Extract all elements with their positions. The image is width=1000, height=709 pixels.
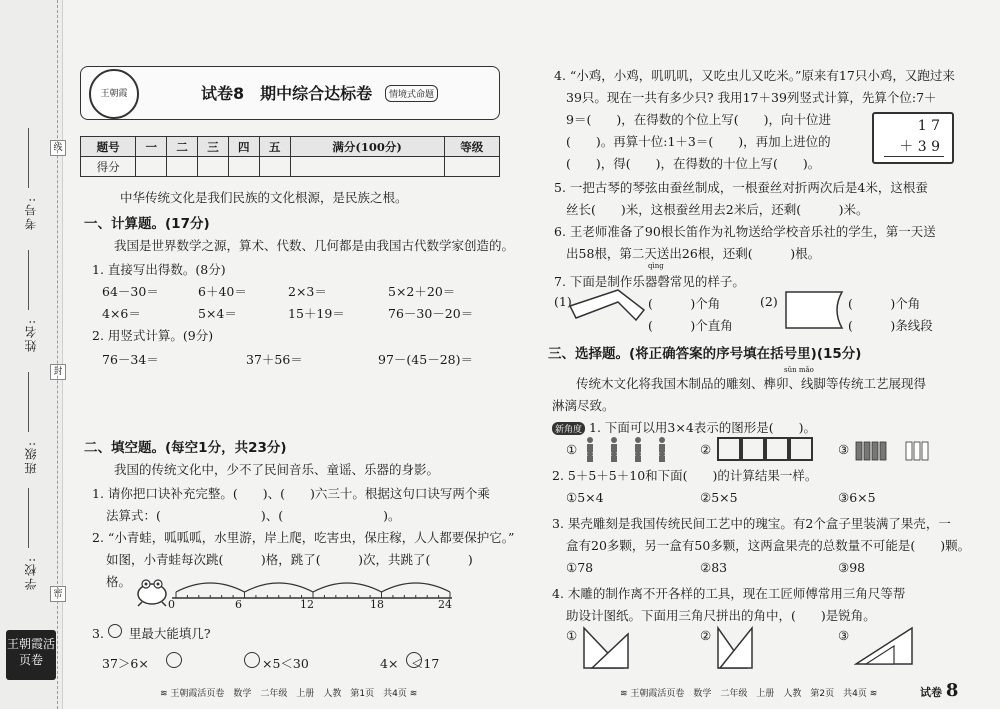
brand-logo: 王朝霞活页卷	[6, 630, 56, 680]
page-number	[920, 680, 958, 701]
triangle-ruler-figure-3	[854, 624, 914, 670]
q3-2-option[interactable]: ①5×4	[566, 490, 604, 505]
paper-tag: 情境式命题	[385, 85, 438, 102]
score-cell[interactable]	[259, 157, 290, 177]
score-cell: 等级	[444, 137, 499, 157]
fence-figure	[854, 436, 954, 464]
paper-title: 试卷8 期中综合达标卷	[201, 84, 373, 103]
seal-top: 线	[50, 140, 66, 156]
seal-mid: 封	[50, 364, 66, 380]
section3-intro-b: 淋漓尽致。	[552, 398, 615, 413]
footer-right: ≋ 王朝霞活页卷 数学 二年级 上册 人教 第2页 共4页 ≋	[620, 689, 878, 699]
cut-line	[57, 0, 58, 709]
q1-1: 1. 直接写出得数。(8分)	[92, 262, 226, 277]
frog-icon	[138, 580, 166, 606]
q2-2a: 2. “小青蛙，呱呱呱，水里游，岸上爬，吃害虫，保庄稼，人人都要保护它。”	[92, 530, 515, 545]
people-groups-figure	[584, 434, 696, 462]
squares-figure	[716, 436, 816, 464]
pinyin-qing: qìng	[648, 262, 664, 270]
calc-item: 5×2＋20＝	[388, 284, 456, 299]
new-angle-badge: 新角度	[552, 422, 585, 435]
score-cell: 三	[198, 137, 229, 157]
score-cell[interactable]	[290, 157, 444, 177]
paper-header	[80, 66, 500, 120]
q1-2: 2. 用竖式计算。(9分)	[92, 328, 214, 343]
calc-item: 76－34＝	[102, 352, 159, 367]
q2-1b: 法算式：( )、( )。	[106, 508, 401, 523]
score-cell: 二	[167, 137, 198, 157]
score-cell[interactable]	[198, 157, 229, 177]
q2-7-segments: ( )条线段	[848, 318, 933, 333]
number-line-figure	[134, 572, 464, 616]
tick-label-12: 12	[300, 598, 314, 611]
score-value-row	[81, 157, 500, 177]
ring-icon	[108, 624, 122, 638]
page-label: 试卷	[920, 686, 942, 699]
jump-arcs	[176, 583, 450, 592]
addend-top: 1 7	[917, 118, 940, 134]
vertical-addition-box	[872, 112, 954, 164]
footer-left: ≋ 王朝霞活页卷 数学 二年级 上册 人教 第1页 共4页 ≋	[160, 689, 418, 699]
q2-6a: 6. 王老师准备了90根长笛作为礼物送给学校音乐社的学生，第一天送	[554, 224, 936, 239]
q3-1-option-2[interactable]: ②	[700, 442, 712, 457]
score-table	[80, 136, 500, 177]
q3-1-text: 1. 下面可以用3×4表示的图形是( )。	[589, 420, 817, 435]
tick-label-6: 6	[235, 598, 242, 611]
calc-item: 4×6＝	[102, 306, 141, 321]
exam-no-line	[28, 128, 29, 188]
q2-4d: ( )。再算十位:1＋3＝( )，再加上进位的	[566, 134, 831, 149]
ring-icon[interactable]	[166, 652, 182, 668]
calc-item: 76－30－20＝	[388, 306, 474, 321]
score-cell[interactable]	[228, 157, 259, 177]
score-cell: 满分(100分)	[290, 137, 444, 157]
q2-3-item: 37＞6×	[102, 656, 149, 671]
chevron-shape-figure	[568, 288, 646, 332]
q2-4c: 9＝( )，在得数的个位上写( )，向十位进	[566, 112, 831, 127]
q2-7-right-angles: ( )个直角	[648, 318, 733, 333]
score-cell[interactable]	[444, 157, 499, 177]
q2-7-angles-2: ( )个角	[848, 296, 921, 311]
triangle-ruler-figure-1	[582, 624, 632, 670]
q3-4a: 4. 木雕的制作离不开各样的工具，现在工匠师傅常用三角尺等帮	[552, 586, 906, 601]
q3-4-option-1[interactable]: ①	[566, 628, 578, 643]
jump-arc	[382, 583, 451, 592]
tick-label-24: 24	[438, 598, 452, 611]
calc-item: 2×3＝	[288, 284, 327, 299]
school-label: 学校:	[24, 556, 38, 591]
score-header-row	[81, 137, 500, 157]
school-line	[28, 488, 29, 548]
score-cell[interactable]	[167, 157, 198, 177]
q3-3b: 盒有20多颗，另一盒有50多颗，这两盒果壳的总数量不可能是( )颗。	[566, 538, 971, 553]
q2-5b: 丝长( )米，这根蚕丝用去2米后，还剩( )米。	[566, 202, 869, 217]
calc-item: 6＋40＝	[198, 284, 247, 299]
name-line	[28, 250, 29, 310]
tick-label-18: 18	[370, 598, 384, 611]
ring-icon[interactable]	[406, 652, 422, 668]
addend-bottom: ＋ 3 9	[899, 139, 940, 155]
section1-intro: 我国是世界数学之源，算术、代数、几何都是由我国古代数学家创造的。	[114, 238, 515, 253]
q2-3-item: 4× ＜17	[380, 656, 440, 671]
q2-5a: 5. 一把古琴的琴弦由蚕丝制成，一根蚕丝对折两次后是4米，这根蚕	[554, 180, 928, 195]
q3-3-option[interactable]: ①78	[566, 560, 594, 575]
q2-1a: 1. 请你把口诀补充完整。( )、( )六三十。根据这句口诀写两个乘	[92, 486, 490, 501]
class-line	[28, 372, 29, 432]
score-cell: 题号	[81, 137, 136, 157]
q3-1-option-1[interactable]: ①	[566, 442, 578, 457]
pinyin-sunmao: sǔn mǎo	[784, 366, 814, 374]
section2-intro: 我国的传统文化中，少不了民间音乐、童谣、乐器的身影。	[114, 462, 440, 477]
calc-item: 15＋19＝	[288, 306, 345, 321]
q3-2: 2. 5＋5＋5＋10和下面( )的计算结果一样。	[552, 468, 818, 483]
jump-arc	[245, 583, 314, 592]
seal-bottom: 密	[50, 586, 66, 602]
section3-intro-a: 传统木文化将我国木制品的雕刻、榫卯、线脚等传统工艺展现得	[576, 376, 927, 391]
section1-title: 一、计算题。(17分)	[84, 216, 210, 232]
q3-3-option[interactable]: ③98	[838, 560, 866, 575]
jump-arc	[176, 583, 245, 592]
name-label: 姓名:	[24, 318, 38, 353]
calc-item: 37＋56＝	[246, 352, 303, 367]
tick-label-0: 0	[168, 598, 175, 611]
score-cell: 得分	[81, 157, 136, 177]
section3-title: 三、选择题。(将正确答案的序号填在括号里)(15分)	[548, 346, 862, 362]
q2-7: 7. 下面是制作乐器磬常见的样子。	[554, 274, 745, 289]
q2-3: 3. 里最大能填几?	[92, 626, 211, 641]
class-label: 班级:	[24, 440, 38, 475]
page-num: 8	[945, 680, 959, 701]
q2-4a: 4. “小鸡，小鸡，叽叽叽，又吃虫儿又吃米。”原来有17只小鸡，又跑过来	[554, 68, 955, 83]
triangle-ruler-figure-2	[716, 624, 766, 670]
score-cell: 一	[136, 137, 167, 157]
q2-2c: 格。	[106, 574, 132, 589]
notched-rect-figure	[784, 290, 846, 330]
q2-3-item: ×5＜30	[262, 656, 309, 671]
q2-7-angles-1: ( )个角	[648, 296, 721, 311]
q3-2-option[interactable]: ②5×5	[700, 490, 738, 505]
section2-title: 二、填空题。(每空1分，共23分)	[84, 440, 287, 456]
q3-2-option[interactable]: ③6×5	[838, 490, 876, 505]
calc-item: 97－(45－28)＝	[378, 352, 473, 367]
q3-3-option[interactable]: ②83	[700, 560, 728, 575]
q2-4e: ( )，得( )，在得数的十位上写( )。	[566, 156, 821, 171]
q2-2b: 如图，小青蛙每次跳( )格，跳了( )次，共跳了( )	[106, 552, 473, 567]
q2-6b: 出58根，第二天送出26根，还剩( )根。	[566, 246, 821, 261]
q3-4b: 助设计图纸。下面用三角尺拼出的角中，( )是锐角。	[566, 608, 876, 623]
score-cell: 五	[259, 137, 290, 157]
q3-4-option-3[interactable]: ③	[838, 628, 850, 643]
score-cell[interactable]	[136, 157, 167, 177]
q3-4-option-2[interactable]: ②	[700, 628, 712, 643]
publisher-logo: 王朝霞	[89, 69, 139, 119]
q3-1-option-3[interactable]: ③	[838, 442, 850, 457]
intro-text: 中华传统文化是我们民族的文化根源，是民族之根。	[120, 190, 408, 205]
q2-7-fig2-label: (2)	[760, 294, 778, 309]
q2-4b: 39只。现在一共有多少只? 我用17＋39列竖式计算，先算个位:7＋	[566, 90, 937, 105]
sum-line	[884, 156, 944, 157]
q3-3a: 3. 果壳雕刻是我国传统民间工艺中的瑰宝。有2个盒子里装满了果壳，一	[552, 516, 951, 531]
binding-strip	[0, 0, 63, 709]
calc-item: 64－30＝	[102, 284, 159, 299]
exam-no-label: 考号:	[24, 196, 38, 231]
ring-icon[interactable]	[244, 652, 260, 668]
jump-arc	[313, 583, 382, 592]
score-cell: 四	[228, 137, 259, 157]
q2-7-fig1-label: (1)	[554, 294, 572, 309]
calc-item: 5×4＝	[198, 306, 237, 321]
